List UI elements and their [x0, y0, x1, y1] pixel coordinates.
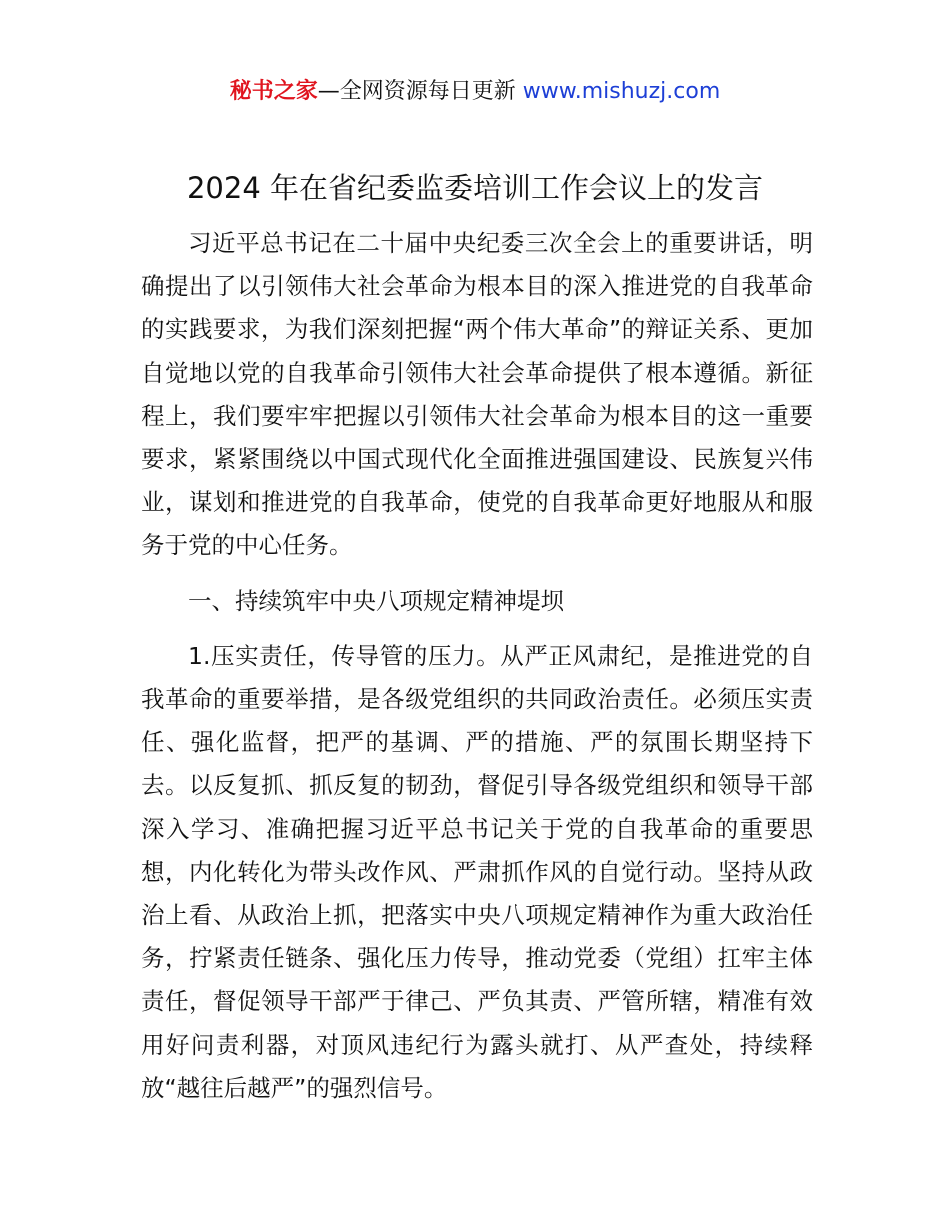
site-header — [0, 76, 950, 108]
section-paragraph: 1.压实责任，传导管的压力。从严正风肃纪，是推进党的自我革命的重要举措，是各级党组织的共同政治责任。必须压实责任、强化监督，把严的基调、严的措施、严的氛围长期坚持下去。以反复抓、抓反复的韧劲，督促引导各级党组织和领导干部深入学习、准确把握习近平总书记关于党的自我革命的重要思想，内化转化为带头改作风、严肃抓作风的自觉行动。坚持从政治上看、从政治上抓，把落实中央八项规定精神作为重大政治任务，拧紧责任链条、强化压力传导，推动党委（党组）扛牢主体责任，督促领导干部严于律己、严负其责、严管所辖，精准有效用好问责利器，对顶风违纪行为露头就打、从严查处，持续释放“越往后越严”的强烈信号。 — [141, 641, 813, 1102]
header-tagline: —全网资源每日更新 — [317, 79, 516, 104]
brand-name: 秘书之家 — [229, 79, 318, 104]
intro-paragraph: 习近平总书记在二十届中央纪委三次全会上的重要讲话，明确提出了以引领伟大社会革命为根本目的深入推进党的自我革命的实践要求，为我们深刻把握“两个伟大革命”的辩证关系、更加自觉地以党的自我革命引领伟大社会革命提供了根本遵循。新征程上，我们要牢牢把握以引领伟大社会革命为根本目的这一重要要求，紧紧围绕以中国式现代化全面推进强国建设、民族复兴伟业，谋划和推进党的自我革命，使党的自我革命更好地服从和服务于党的中心任务。 — [141, 229, 813, 560]
document-body — [141, 222, 813, 1110]
section-heading: 一、持续筑牢中央八项规定精神堤坝 — [188, 586, 564, 615]
document-title: 2024 年在省纪委监委培训工作会议上的发言 — [186, 171, 764, 205]
site-url-link[interactable]: www.mishuzj.com — [515, 79, 721, 104]
